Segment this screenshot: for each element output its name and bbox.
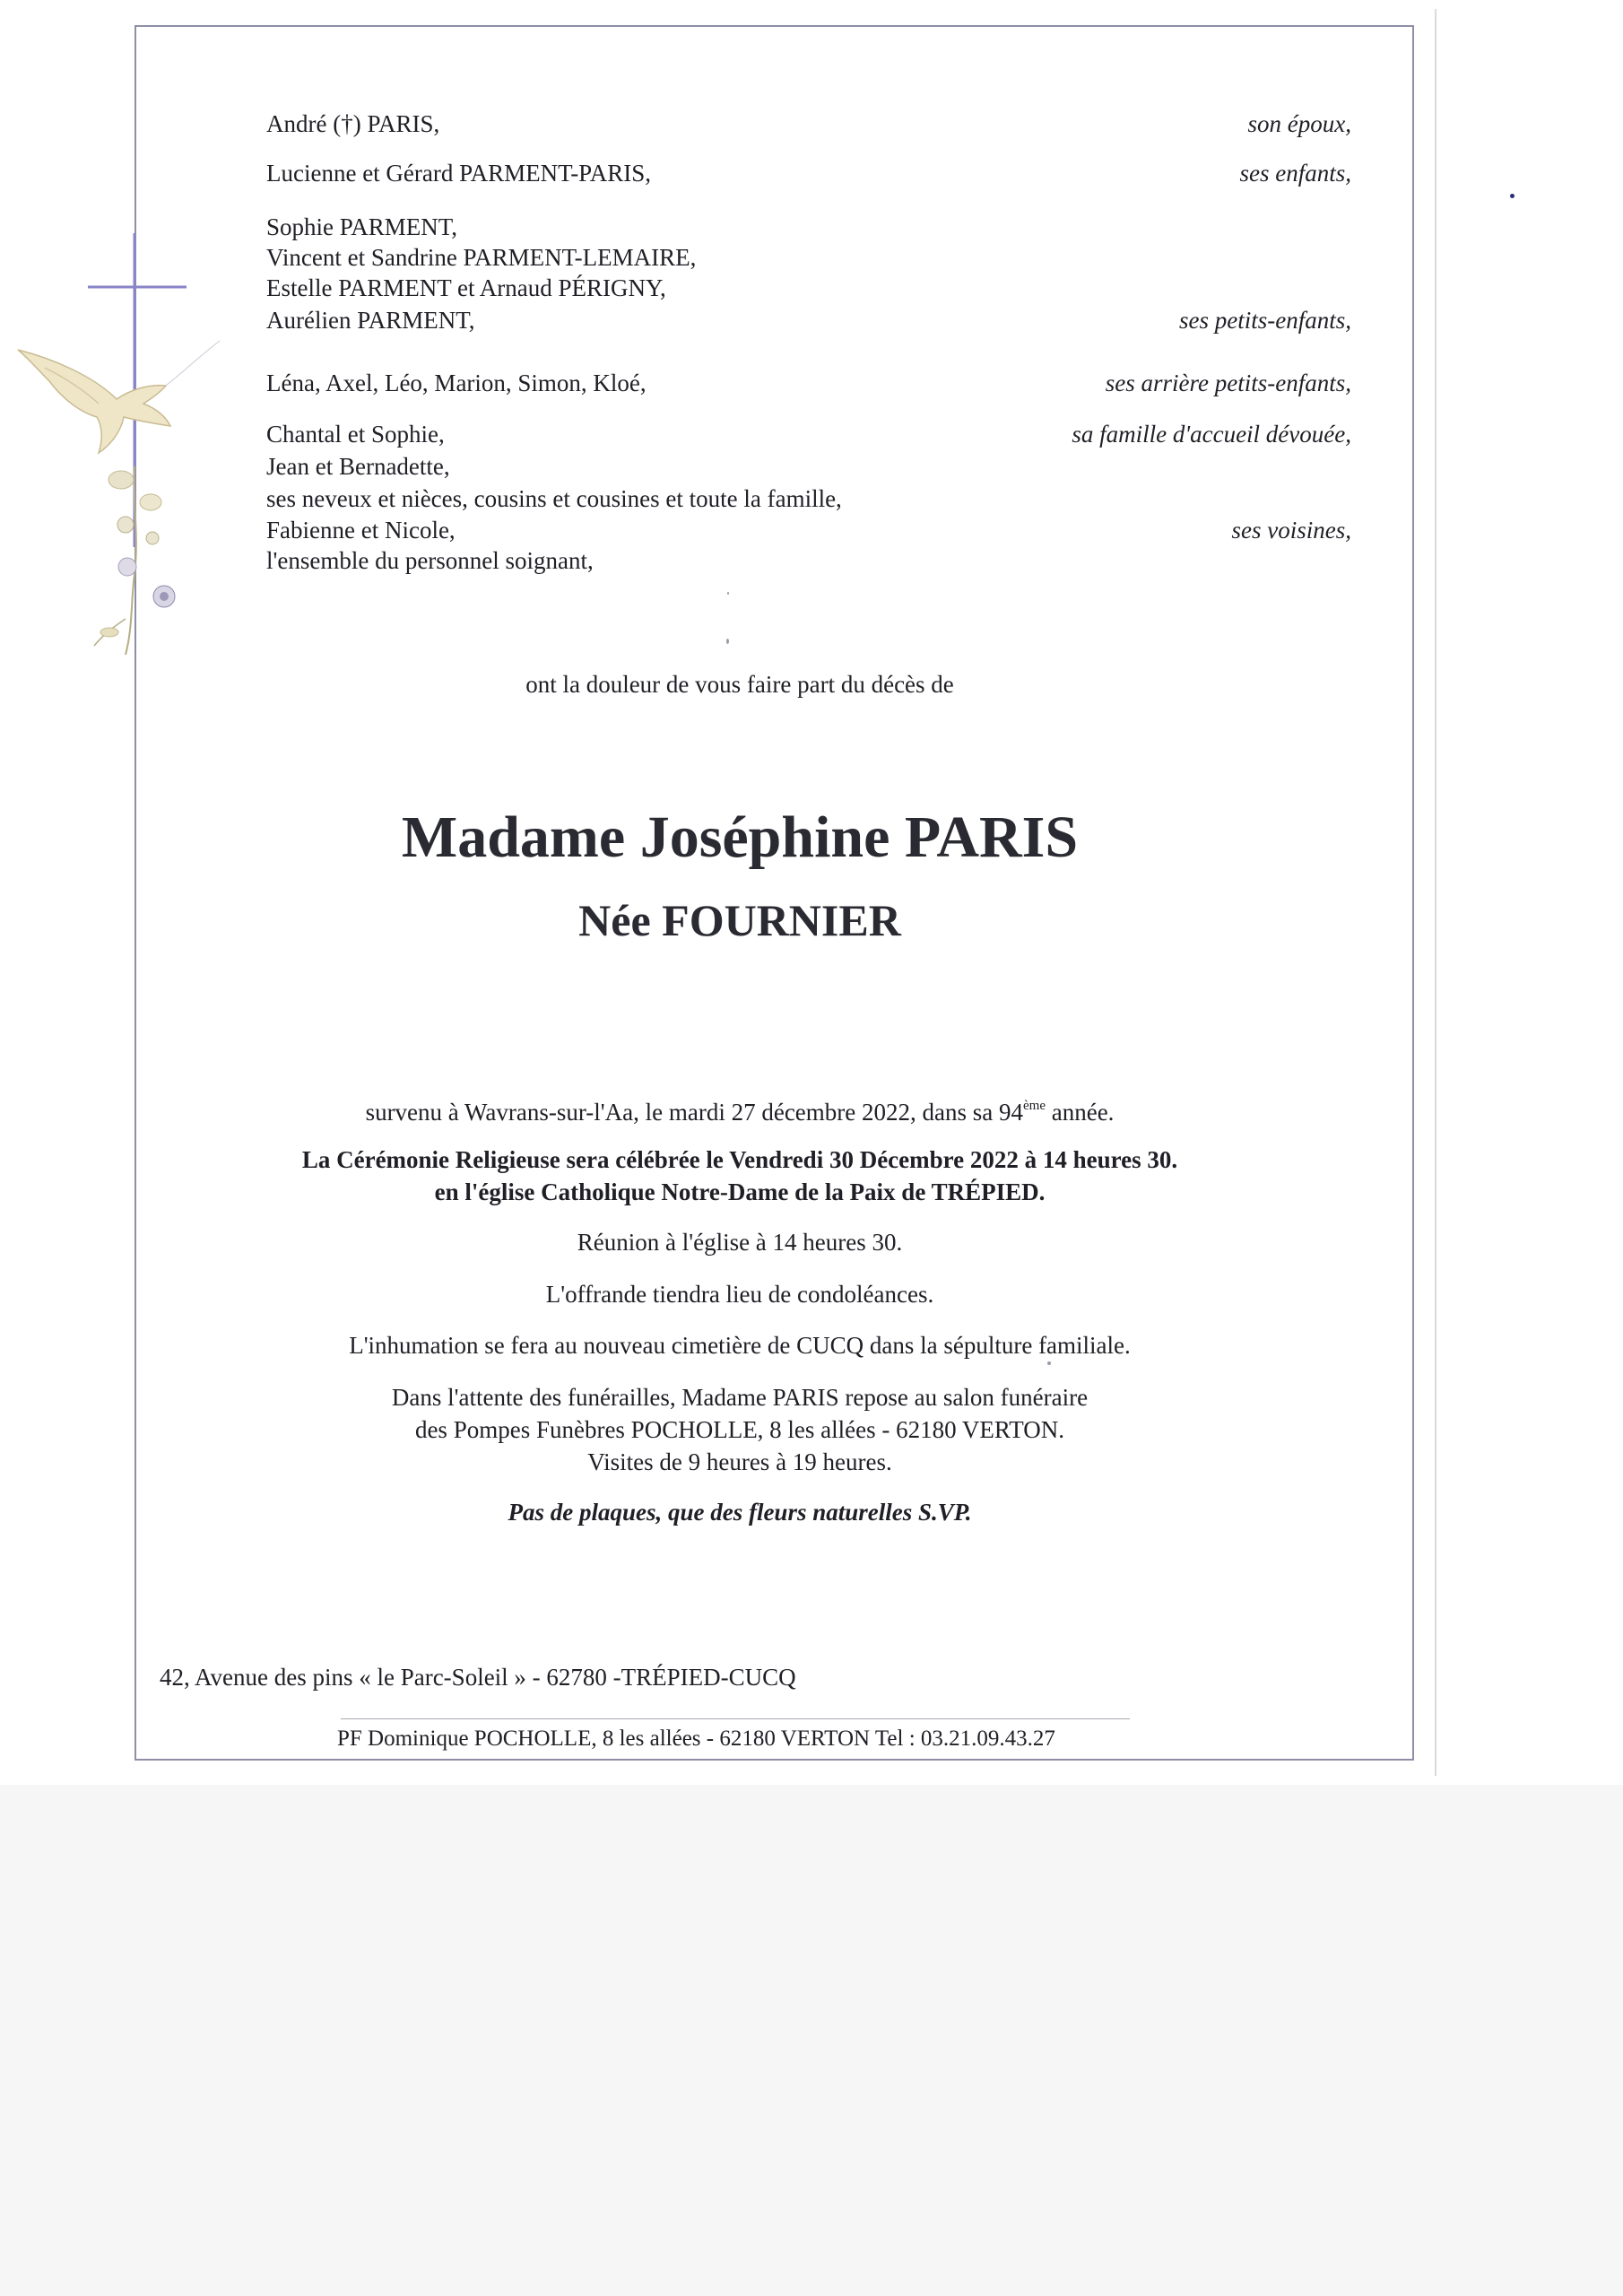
family-member: André (†) PARIS, xyxy=(266,110,440,137)
scan-background xyxy=(0,1785,1623,2296)
maiden-name: Née FOURNIER xyxy=(578,895,901,945)
wake-line-2: des Pompes Funèbres POCHOLLE, 8 les allées - 62180 VERTON. xyxy=(414,1416,1065,1443)
home-address: 42, Avenue des pins « le Parc-Soleil » - 62780 -TRÉPIED-CUCQ xyxy=(160,1664,796,1691)
scan-speck xyxy=(1047,1361,1051,1365)
reunion-text: Réunion à l'église à 14 heures 30. xyxy=(577,1229,903,1256)
announcement-text: ont la douleur de vous faire part du décès de xyxy=(525,671,954,698)
family-member: Jean et Bernadette, xyxy=(266,453,450,480)
family-member: Fabienne et Nicole, xyxy=(266,517,456,544)
deceased-name: Madame Joséphine PARIS xyxy=(401,804,1079,870)
death-text: survenu à Wavrans-sur-l'Aa, le mardi 27 décembre 2022, dans sa 94 xyxy=(365,1099,1023,1126)
ceremony-line-2: en l'église Catholique Notre-Dame de la Paix de TRÉPIED. xyxy=(434,1178,1046,1205)
death-text-end: année. xyxy=(1045,1099,1115,1126)
dove-icon xyxy=(18,341,220,453)
family-relation: ses voisines, xyxy=(1231,517,1351,544)
family-member: ses neveux et nièces, cousins et cousines et toute la famille, xyxy=(266,485,842,512)
family-relation: sa famille d'accueil dévouée, xyxy=(1072,421,1351,448)
scan-speck xyxy=(727,592,729,595)
flowers-note: Pas de plaques, que des fleurs naturelles S.VP. xyxy=(508,1499,972,1526)
family-member: Estelle PARMENT et Arnaud PÉRIGNY, xyxy=(266,274,666,301)
family-member: Chantal et Sophie, xyxy=(266,421,445,448)
scan-speck xyxy=(726,639,729,644)
ceremony-line-1: La Cérémonie Religieuse sera célébrée le Vendredi 30 Décembre 2022 à 14 heures 30. xyxy=(301,1146,1178,1173)
family-member: Léna, Axel, Léo, Marion, Simon, Kloé, xyxy=(266,370,647,396)
flower-sprig-icon xyxy=(94,466,175,655)
scan-edge-line xyxy=(1435,9,1436,1776)
family-member: Aurélien PARMENT, xyxy=(266,307,475,334)
family-member: Sophie PARMENT, xyxy=(266,213,458,240)
wake-line-1: Dans l'attente des funérailles, Madame PARIS repose au salon funéraire xyxy=(391,1384,1089,1411)
ornament xyxy=(9,233,224,682)
family-relation: ses enfants, xyxy=(1239,160,1351,187)
offering-text: L'offrande tiendra lieu de condoléances. xyxy=(545,1281,934,1308)
burial-text: L'inhumation se fera au nouveau cimetière de CUCQ dans la sépulture familiale. xyxy=(349,1332,1131,1359)
ordinal-suffix: ème xyxy=(1023,1099,1046,1113)
funeral-home-info: PF Dominique POCHOLLE, 8 les allées - 62180 VERTON Tel : 03.21.09.43.27 xyxy=(337,1726,1055,1751)
wake-line-3: Visites de 9 heures à 19 heures. xyxy=(587,1448,892,1475)
scan-speck xyxy=(1510,194,1515,198)
footer-divider xyxy=(341,1718,1130,1719)
family-relation: son époux, xyxy=(1247,110,1351,137)
family-relation: ses arrière petits-enfants, xyxy=(1105,370,1351,396)
family-relation: ses petits-enfants, xyxy=(1179,307,1351,334)
family-member: Lucienne et Gérard PARMENT-PARIS, xyxy=(266,160,651,187)
death-details xyxy=(224,1096,1255,1128)
family-member: l'ensemble du personnel soignant, xyxy=(266,547,594,574)
family-member: Vincent et Sandrine PARMENT-LEMAIRE, xyxy=(266,244,697,271)
